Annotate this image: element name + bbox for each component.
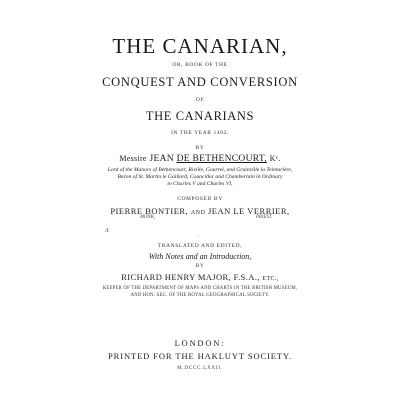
- role-monk: MONK,: [140, 215, 156, 220]
- by-line-editor: BY: [195, 263, 205, 269]
- imprint-date: M.DCCC.LXXII.: [177, 366, 223, 371]
- editor-position-line-1: KEEPER OF THE DEPARTMENT OF MAPS AND CHARTS IN THE BRITISH MUSEUM,: [102, 286, 298, 291]
- author-line: [0, 155, 400, 165]
- ornament-dot: ·: [197, 234, 199, 240]
- author-title-line-2: Baron of St. Martin le Gaillard, Councillor and Chamberlain in Ordinary: [117, 174, 283, 180]
- book-title: THE CANARIAN,: [112, 34, 288, 58]
- author-suffix: Kᵛ.: [269, 154, 281, 163]
- editor-etc: ETC.,: [262, 276, 279, 282]
- subtitle-or-line: OR, BOOK OF THE: [172, 62, 228, 68]
- translated-line: TRANSLATED AND EDITED,: [157, 243, 243, 249]
- imprint-place: LONDON:: [174, 338, 226, 348]
- author-title-line-1: Lord of the Manors of Bethencourt, Riville, Gourrel, and Grainville la Teinturière,: [107, 167, 293, 173]
- year-line: IN THE YEAR 1402,: [171, 130, 229, 136]
- compilers-and: AND: [190, 210, 206, 216]
- editor-name: RICHARD HENRY MAJOR, F.S.A.,: [121, 272, 260, 282]
- notes-line: With Notes and an Introduction,: [148, 252, 252, 261]
- composed-by-line: COMPOSED BY: [177, 196, 223, 202]
- imprint-publisher: PRINTED FOR THE HAKLUYT SOCIETY.: [108, 351, 292, 361]
- margin-mark: A: [105, 228, 109, 234]
- compiler-bontier: PIERRE BONTIER,: [110, 206, 189, 216]
- role-priest: PRIEST.: [256, 215, 273, 220]
- author-surname: DE BETHENCOURT,: [176, 154, 267, 164]
- compilers-line: [0, 207, 400, 216]
- editor-line: [0, 273, 400, 282]
- by-line-author: BY: [195, 145, 205, 151]
- subtitle-of-line: OF: [195, 97, 205, 103]
- editor-position-line-2: AND HON. SEC. OF THE ROYAL GEOGRAPHICAL SOCIETY.: [130, 293, 270, 298]
- author-honorific: Messire: [119, 154, 147, 163]
- compiler-le-verrier: JEAN LE VERRIER,: [207, 206, 290, 216]
- author-title-line-3: to Charles V and Charles VI,: [167, 181, 233, 187]
- subtitle-canarians-line: THE CANARIANS: [145, 109, 255, 123]
- subtitle-conquest-line: CONQUEST AND CONVERSION: [102, 75, 298, 89]
- author-first-name: JEAN: [149, 154, 174, 164]
